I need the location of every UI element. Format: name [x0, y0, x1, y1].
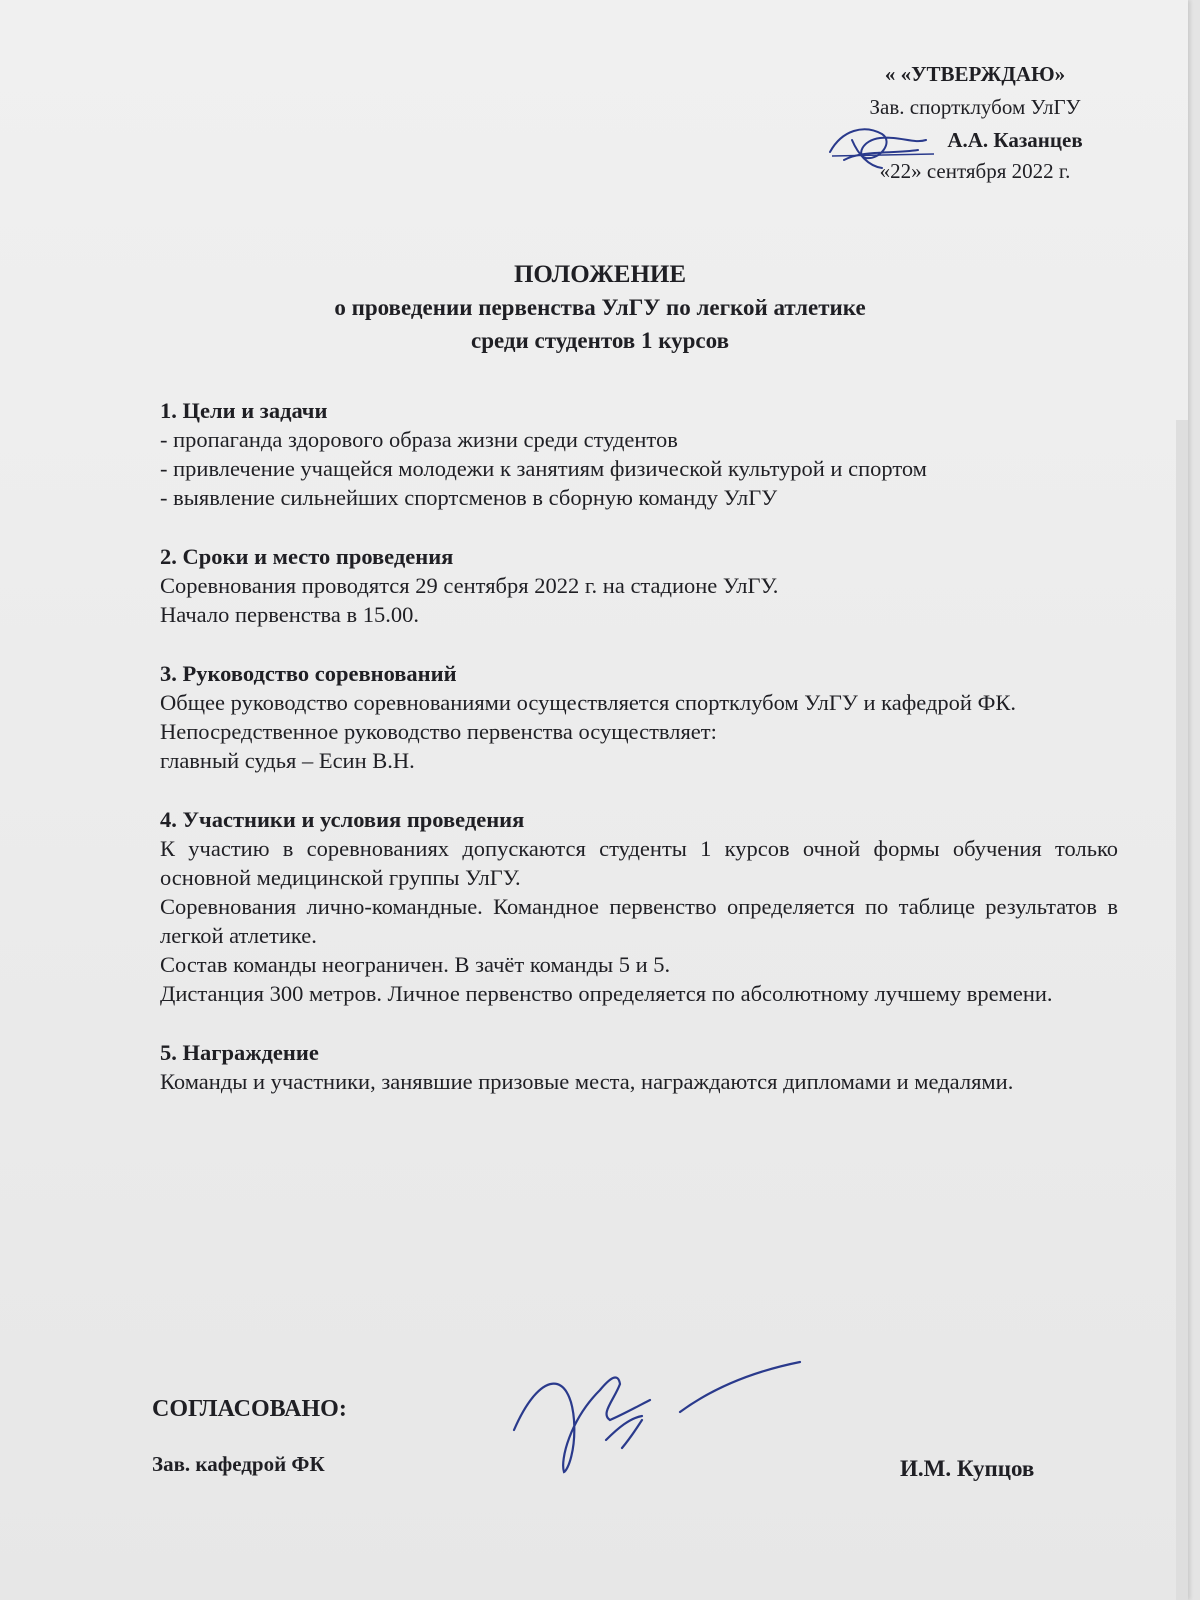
paragraph: Непосредственное руководство первенства осуществляет: — [160, 719, 717, 744]
approval-name: А.А. Казанцев — [947, 128, 1083, 152]
title-line-3: среди студентов 1 курсов — [470, 328, 729, 353]
agreement-signature — [510, 1350, 810, 1480]
agreement-name: И.М. Купцов — [900, 1456, 1035, 1481]
page-edge — [1176, 420, 1188, 1600]
paragraph: Состав команды неограничен. В зачёт команды 5 и 5. — [160, 952, 671, 977]
section-title: 4. Участники и условия проведения — [160, 807, 525, 832]
paragraph: К участию в соревнованиях допускаются студенты 1 курсов очной формы обучения только основной медицинской группы УлГУ. — [160, 836, 1118, 890]
paragraph: Общее руководство соревнованиями осуществляется спортклубом УлГУ и кафедрой ФК. — [160, 690, 1017, 715]
paragraph: Команды и участники, занявшие призовые места, награждаются дипломами и медалями. — [160, 1069, 1014, 1094]
section-management — [160, 659, 1118, 775]
paragraph: главный судья – Есин В.Н. — [160, 748, 415, 773]
section-title: 3. Руководство соревнований — [160, 661, 457, 686]
section-participants — [160, 805, 1118, 1008]
document-title — [160, 258, 1040, 357]
document-body — [160, 396, 1118, 1126]
title-line-2: о проведении первенства УлГУ по легкой атлетике — [334, 295, 866, 320]
section-title: 2. Сроки и место проведения — [160, 544, 454, 569]
approval-position: Зав. спортклубом УлГУ — [869, 95, 1081, 119]
paragraph: Дистанция 300 метров. Личное первенство определяется по абсолютному лучшему времени. — [160, 981, 1053, 1006]
paragraph: Начало первенства в 15.00. — [160, 602, 419, 627]
paragraph: - выявление сильнейших спортсменов в сборную команду УлГУ — [160, 485, 778, 510]
paragraph: Соревнования лично-командные. Командное первенство определяется по таблице результатов в легкой атлетике. — [160, 894, 1118, 948]
approval-heading: « «УТВЕРЖДАЮ» — [884, 62, 1066, 86]
section-title: 1. Цели и задачи — [160, 398, 328, 423]
title-main: ПОЛОЖЕНИЕ — [513, 261, 687, 288]
agreement-department: Зав. кафедрой ФК — [152, 1452, 325, 1476]
approval-date: «22» сентября 2022 г. — [879, 159, 1071, 183]
approval-signature — [822, 110, 942, 180]
section-goals — [160, 396, 1118, 512]
paragraph: - пропаганда здорового образа жизни среди студентов — [160, 427, 678, 452]
paragraph: - привлечение учащейся молодежи к занятиям физической культурой и спортом — [160, 456, 927, 481]
section-dates — [160, 542, 1118, 629]
paragraph: Соревнования проводятся 29 сентября 2022 г. на стадионе УлГУ. — [160, 573, 779, 598]
section-awards — [160, 1038, 1118, 1096]
agreement-heading: СОГЛАСОВАНО: — [152, 1396, 347, 1422]
section-title: 5. Награждение — [160, 1040, 319, 1065]
